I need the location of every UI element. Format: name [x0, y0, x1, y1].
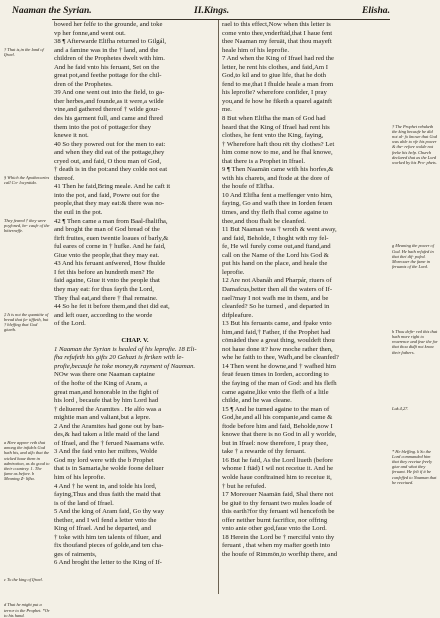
text-line: whe he faith to thee, Wafh,and be cleanfed?	[222, 354, 339, 362]
text-line: the faying of the man of God: and his flefh	[222, 379, 337, 387]
margin-note: h Thou defir- red this that hath more right to reuerence and fear the for that thou didft not know their fathers.	[392, 328, 438, 355]
text-line: † death is in the pot:and they colde not eat	[54, 166, 168, 174]
text-line: the houfe of Elifha.	[222, 183, 274, 191]
text-line: dren of the Prophetes.	[54, 80, 113, 88]
text-line: the houfe of Rimmōn,to worfhip there, and	[222, 550, 338, 558]
text-line: vp her fonne,and went out.	[54, 29, 126, 37]
text-line: knewe it not.	[54, 132, 89, 140]
margin-note: ‡ It is not the quantitie of bread that fa- tiffieth, but † bleffing that God giueth.	[4, 311, 49, 333]
text-line: 38 ¶ Afterwarde Elifha returned to Gilgál,	[54, 38, 167, 46]
text-line: 11 But Naaman was † wroth & went away,	[222, 226, 337, 234]
text-line: him come now to me, and he fhal knowe,	[222, 149, 333, 157]
text-line: you,and fe how he fiketh a quarel againft	[222, 97, 332, 105]
text-line: bowed her felfe to the grounde, and toke	[54, 21, 163, 28]
text-line: † but he refufed.	[222, 482, 267, 490]
text-line: NOw was there one Naaman captaine	[54, 371, 155, 379]
text-line: 15 ¶ And he turned againe to the man of	[222, 405, 330, 413]
text-line: faid againe, Giue it vnto the people that	[54, 277, 160, 285]
text-line: wolde haue conftrained him to receiue it,	[222, 473, 332, 481]
text-line: 41 Then he faid,Bring meale. And he caft it	[54, 183, 171, 191]
text-line: CHAP. V.	[121, 337, 149, 345]
text-line: came againe,like vnto the flefh of a litle	[222, 388, 329, 396]
text-line: Giue vnto the people,that they may eat.	[54, 251, 160, 259]
running-header	[6, 5, 434, 19]
text-line: God my lord were with the b Prophet	[54, 456, 154, 464]
text-line: times, and thy flefh fhal come againe to	[222, 209, 329, 217]
margin-note: d That he might put a terror to the Prophet. *Or to his hand.	[4, 602, 50, 618]
text-line: fend to me,that I fhulde heale a man from	[222, 80, 334, 88]
right-margin-notes	[392, 21, 438, 593]
text-line: 7 And when the King of Ifrael had red the	[222, 55, 334, 63]
margin-note: † That is,in the land of Ifrael.	[4, 46, 44, 57]
text-line: and faid, Beholde, I thoght with my fel-	[222, 234, 329, 242]
text-line: 43 And his feruant anfwered, How fhulde	[54, 260, 166, 268]
right-text-column	[222, 21, 390, 559]
text-line: and broght the man of God bread of the	[54, 226, 160, 234]
text-line: heale him of his leprofie.	[222, 46, 290, 54]
header-rule	[52, 19, 390, 20]
text-line: feruant , that when my mafter goeth into	[222, 542, 331, 550]
text-line: 2 And the Aramites had gone out by ban-	[54, 422, 164, 430]
text-line: is of the land of Ifrael.	[54, 499, 114, 507]
text-line: that there is a Prophet in Ifrael.	[222, 157, 306, 165]
text-line: fe, He wil furely come out,and ftand,and	[222, 243, 331, 251]
text-line: King of Ifrael. And he departed, and	[54, 525, 151, 533]
text-line: They fhal eat,and there † fhal remaine.	[54, 294, 158, 302]
text-line: cōmāded thee a great thing, wouldeft thou	[222, 337, 335, 345]
text-line: them into the pot of pottage:for they	[54, 123, 151, 131]
text-line: rael?may I not wafh me in them, and be	[222, 294, 329, 302]
text-line: faying,Thus and thus faith the maid that	[54, 491, 161, 499]
text-line	[54, 329, 216, 338]
text-line: take † a rewarde of thy feruant.	[222, 448, 306, 456]
text-line: 44 So he fet it before them,and thei did eat,	[54, 303, 170, 311]
margin-note: g Meaning the power of God. He hath refufed in that thei dif- pofed. Moreouer the fame in feruants of the Lord.	[392, 243, 434, 270]
text-line: put his hand on the place, and heale the	[222, 260, 328, 268]
text-line: they may eat: for thus fayth the Lord,	[54, 285, 154, 293]
text-line: des his garment full, and came and fhred	[54, 115, 163, 123]
text-line: this earth?for thy feruant wil hencefoth be	[222, 508, 335, 516]
text-line: God,he,and all his companie,and came &	[222, 414, 333, 422]
left-margin-notes	[4, 21, 50, 618]
text-line: that is in Samaria,he wolde foone deliuer	[54, 465, 164, 473]
text-line: profie,becaufe he toke money,& rayment of Naaman.	[54, 362, 196, 370]
text-line: children of the Prophetes dwelt with him.	[54, 55, 165, 63]
text-line: vnto anie other god,faue vnto the Lord.	[222, 525, 327, 533]
text-line: vine,and gathered thereof † wilde gour-	[54, 106, 160, 114]
text-line: be giuē to thy feruant two mules loade of	[222, 499, 332, 507]
text-line: fix thoufand pieces of golde,and ten cha-	[54, 542, 164, 550]
margin-note: Luk.4,27.	[392, 405, 409, 411]
text-line: 8 But when Elifha the man of God had	[222, 115, 326, 123]
left-text-column	[54, 21, 216, 568]
margin-note: † The Prophet rebuketh the king becaufe he did not al- fo knowe that God was able to vfe his power & the- refore wolde not feeke his help. Church declared that as the Lord worked by his Pro- phets.	[392, 123, 437, 166]
text-line: his leprofie? wherefore confider, I pray	[222, 89, 327, 97]
text-line: people,that they may eat:& there was no-	[54, 200, 165, 208]
margin-note: * He bleffing. k So the Lord commanded him that they receiue freely giue and what they feruant. He felt if it be confeffed to Naaman that he receiued.	[392, 448, 437, 485]
column-divider	[218, 20, 219, 594]
text-line: ther herbes,and founde,as it were,a wilde	[54, 97, 164, 105]
text-line: mightie man and valiant,but a lepre.	[54, 414, 151, 422]
text-line: † deliuered the Aramites . He alfo was a	[54, 405, 162, 413]
text-line: letter, he rent his clothes, and faid,Am I	[222, 63, 328, 71]
text-line: leprofie.	[222, 268, 245, 276]
text-line: † toke with him ten talents of filuer, and	[54, 533, 162, 541]
text-line: not haue done it? how moche rather then,	[222, 345, 333, 353]
text-line: fha refufeth his gifts 20 Gehazi is ftriken with le-	[54, 354, 184, 362]
margin-note: a Here appea- reth that among the infidels God hath his, and alfo that the wicked haue them in admiration, as do good to their countrey. 1. The fame as before. b Meaning Z- lifha.	[4, 439, 50, 482]
text-line: 3 And fhe faid vnto her miftres, Wolde	[54, 448, 158, 456]
margin-note: They feared † they were poyfoned, be- caufe of the bitterneffe.	[4, 217, 50, 234]
text-line: of the hofte of the King of Aram, a	[54, 379, 148, 387]
text-line: his lord , becaufe that by him Lord had	[54, 397, 159, 405]
text-line: I fet this before an hundreth men? He	[54, 268, 155, 276]
text-line: 18 Herein the Lord be † merciful vnto thy	[222, 533, 335, 541]
text-line: and when they did eat of the pottage,they	[54, 149, 165, 157]
text-line: 6 And broght the letter to the King of If-	[54, 559, 162, 567]
text-line: of Ifrael, and fhe † ferued Naamans wife.	[54, 439, 165, 447]
text-line: thereof.	[54, 174, 75, 182]
text-line: ful eares of corne in † hufke. And he faid,	[54, 243, 166, 251]
text-line: heard that the King of Ifrael had rent his	[222, 123, 330, 131]
text-line: 16 But he faid, As the Lord liueth (before	[222, 456, 333, 464]
text-line: with his charets, and ftode at the dore of	[222, 174, 330, 182]
text-line: and left ouer, according to the worde	[54, 311, 153, 319]
text-line: ges of raiments,	[54, 550, 97, 558]
text-line: 40 So they powred out for the men to eat:	[54, 140, 166, 148]
text-line: 9 ¶ Then Naamān came with his horfes,&	[222, 166, 334, 174]
text-line: thee,and thou fhalt be cleanfed.	[222, 217, 306, 225]
text-line: call on the Name of the Lord his God &	[222, 251, 329, 259]
text-line: faying, Go and wafh thee in Iorden feuen	[222, 200, 333, 208]
text-line: childe, and he was cleane.	[222, 397, 292, 405]
text-line: and a famine was in the † land, and the	[54, 46, 159, 54]
text-line: come vnto thee,vnderftād,that I haue fent	[222, 29, 333, 37]
text-line: 10 And Elifha fent a meffenger vnto him,	[222, 191, 333, 199]
text-line: whome I ftād) I wil not receiue it. And he	[222, 465, 334, 473]
text-line: God,to kil and to giue life, that he doth	[222, 72, 327, 80]
text-line: 13 But his feruants came, and fpake vnto	[222, 320, 332, 328]
text-line: firft fruites, euen twentie loaues of barly,&	[54, 234, 169, 242]
text-line: 17 Moreouer Naamān faid, Shal there not	[222, 491, 334, 499]
text-line: difpleafure.	[222, 311, 254, 319]
text-line: † Wherefore haft thou rēt thy clothes? Let	[222, 140, 335, 148]
text-line: 12 Are not Abanáh and Pharpár, riuers of	[222, 277, 332, 285]
text-line: thether, and I wil fend a letter vnto the	[54, 516, 157, 524]
text-line: rael to this effect,Now when this letter is	[222, 21, 331, 28]
header-left: Naaman the Syrian.	[12, 5, 92, 16]
text-line: knowe that there is no God in all y worlde,	[222, 431, 337, 439]
text-line: 14 Then went he downe,and † wafhed him	[222, 362, 336, 370]
text-line: clothes, he fent vnto the King, faying,	[222, 132, 324, 140]
margin-note: § Which the Apothecaries call Co- locyntida.	[4, 174, 50, 186]
text-line: 5 And the king of Aram faid, Go thy way	[54, 508, 164, 516]
text-line: 1 Naaman the Syrian is healed of his leprofie. 18 Eli-	[54, 345, 197, 353]
text-line: feuē feuen times in Iorden, according to	[222, 371, 329, 379]
text-line: ftode before him and faid, Beholde,now I	[222, 422, 333, 430]
text-line: 4 And † he went in, and tolde his lord,	[54, 482, 157, 490]
header-right: Elisha.	[362, 5, 390, 16]
text-line: offer neither burnt facrifice, nor offring	[222, 516, 328, 524]
text-line: cleanfed? So he turned , and departed in	[222, 303, 330, 311]
text-line: great pot,and feethe pottage for the chil-	[54, 72, 162, 80]
text-line: into the pot, and faid, Powre out for the	[54, 191, 160, 199]
text-line: the euil in the pot.	[54, 209, 103, 217]
text-line: me.	[222, 106, 232, 114]
text-line: of the Lord.	[54, 320, 86, 328]
text-line: And he faid vnto his feruant, Set on the	[54, 63, 160, 71]
text-line: 39 And one went out into the field, to ga-	[54, 89, 165, 97]
text-line: cryed out, and faid, O thou man of God,	[54, 157, 162, 165]
text-line: great man,and honorable in the fight of	[54, 388, 159, 396]
text-line: Damafcus,better then all the waters of If-	[222, 285, 333, 293]
text-line: 42 ¶ Then came a man from Baal-fhalifha,	[54, 217, 168, 225]
text-line: des,& had taken a litle maid of the land	[54, 431, 160, 439]
margin-note: c To the king of Ifrael.	[4, 576, 43, 582]
text-line: him of his leprofie.	[54, 473, 106, 481]
text-line: thee Naaman my feruāt, that thou mayeft	[222, 38, 332, 46]
text-line: but in Ifrael: now therefore, I pray thee,	[222, 439, 329, 447]
text-line: him,and faid,† Father, if the Prophet had	[222, 328, 331, 336]
header-center: II.Kings.	[194, 5, 230, 16]
